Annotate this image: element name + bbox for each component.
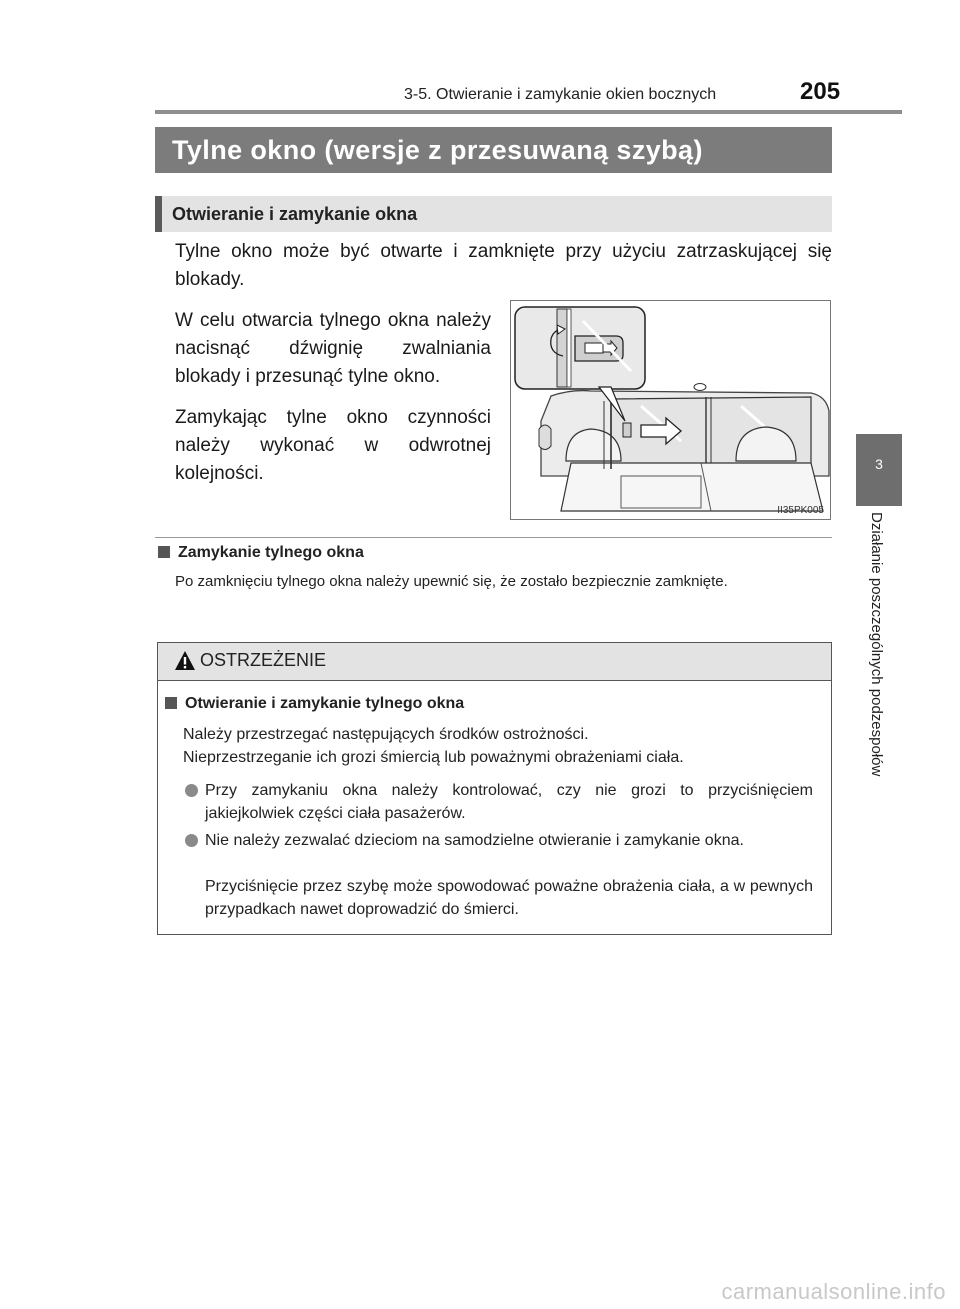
subsection-bar [155, 196, 832, 232]
chapter-title-vertical: Działanie poszczególnych podzespołów [868, 512, 885, 777]
instruction-open: W celu otwarcia tylnego okna należy nacisnąć dźwignię zwalniania blokady i przesunąć tylne okno. [175, 310, 491, 387]
header-section-title: 3-5. Otwieranie i zamykanie okien bocznych [404, 86, 717, 103]
rear-window-illustration [510, 300, 831, 520]
watermark: carmanualsonline.info [721, 1279, 946, 1304]
warning-title: OSTRZEŻENIE [200, 650, 327, 670]
warning-subheading [165, 695, 464, 713]
bullet-dot-icon [185, 784, 198, 797]
chapter-tab-number: 3 [875, 456, 883, 472]
warning-line-2: Nieprzestrzeganie ich grozi śmiercią lub poważnymi obrażeniami ciała. [183, 749, 684, 766]
page-number: 205 [800, 78, 841, 105]
warning-line-1: Należy przestrzegać następujących środków ostrożności. [183, 726, 589, 743]
note-square-marker [158, 546, 170, 558]
header-rule [155, 110, 902, 114]
warning-bullet-1-text: Przy zamykaniu okna należy kontrolować, czy nie grozi to przyciśnięciem jakiejkolwiek części ciała pasażerów. [205, 782, 813, 822]
warning-bullet-2-extra-text: Przyciśnięcie przez szybę może spowodować poważne obrażenia ciała, a w pewnych przypadkach nawet doprowadzić do śmierci. [205, 878, 813, 918]
warning-box [157, 642, 832, 935]
note-body: Po zamknięciu tylnego okna należy upewnić się, że zostało bezpiecznie zamknięte. [175, 573, 728, 590]
subsection-marker [155, 196, 162, 232]
bullet-dot-icon [185, 834, 198, 847]
rear-window-drawing [511, 301, 831, 520]
note-heading [158, 544, 364, 562]
figure-code: II35PK005 [777, 505, 824, 516]
subsection-title: Otwieranie i zamykanie okna [172, 204, 418, 224]
note-heading-text: Zamykanie tylnego okna [178, 544, 364, 561]
warning-header [158, 643, 831, 681]
instruction-close: Zamykając tylne okno czynności należy wykonać w odwrotnej kolejności. [175, 407, 491, 484]
page-title-bar [155, 127, 832, 173]
intro-paragraph: Tylne okno może być otwarte i zamknięte przy użyciu zatrzaskującej się blokady. [175, 241, 832, 290]
warning-subheading-text: Otwieranie i zamykanie tylnego okna [185, 695, 465, 712]
warning-bullet-2-text: Nie należy zezwalać dzieciom na samodzielne otwieranie i zamykanie okna. [205, 832, 744, 849]
section-rule [155, 537, 832, 538]
page-title: Tylne okno (wersje z przesuwaną szybą) [172, 135, 703, 165]
warning-triangle-icon [174, 650, 196, 672]
chapter-tab [856, 434, 902, 506]
warning-square-marker [165, 697, 177, 709]
